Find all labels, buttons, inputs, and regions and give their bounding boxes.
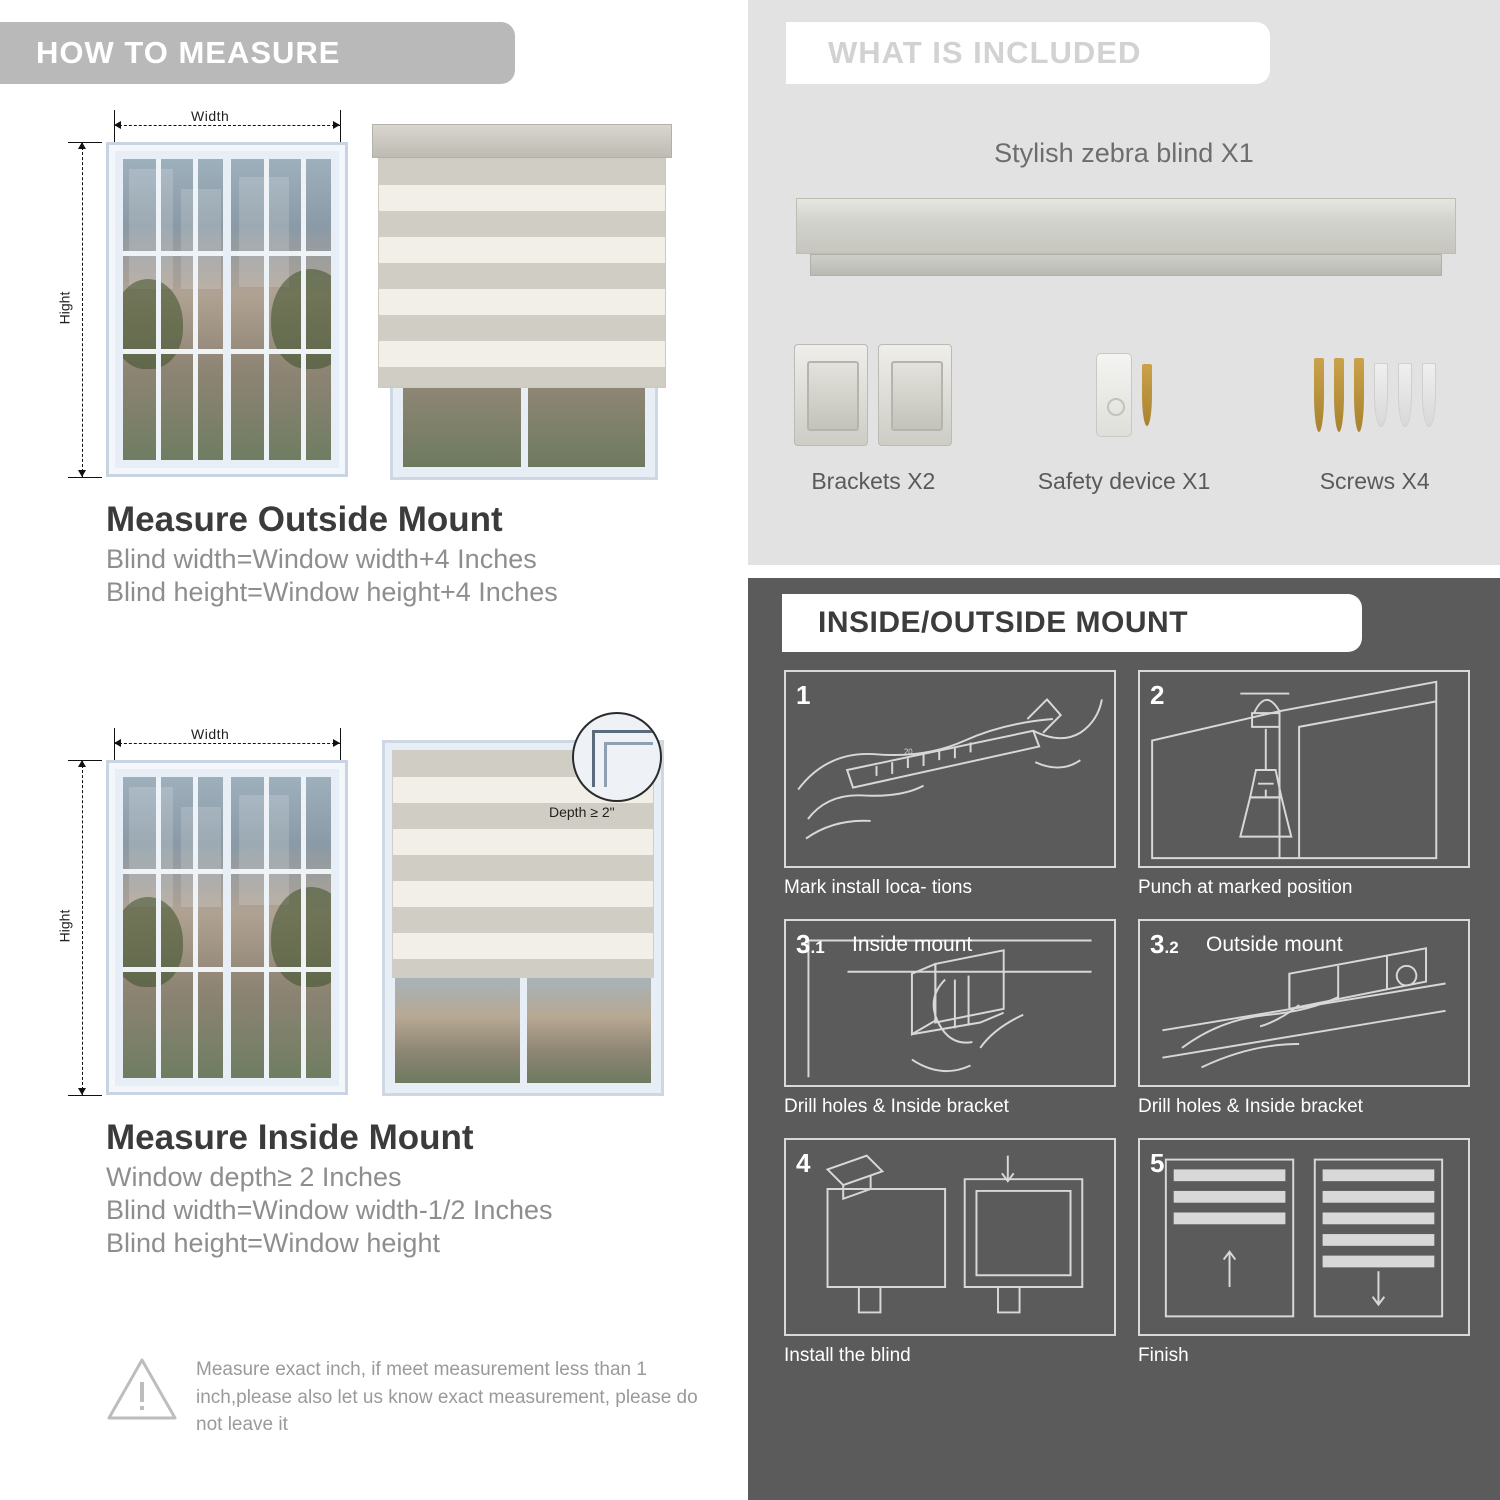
part-caption: Screws X4 — [1319, 468, 1430, 494]
step-3-1-inline-label: Inside mount — [852, 933, 973, 956]
step-3-2-caption: Drill holes & Inside bracket — [1138, 1096, 1363, 1117]
part-screws — [1249, 330, 1500, 495]
warning-text: Measure exact inch, if meet measurement less than 1 inch,please also let us know exact measurement, please do not leave it — [196, 1359, 698, 1436]
screw-piece — [1334, 358, 1344, 432]
outside-mount-title: Measure Outside Mount — [106, 500, 503, 539]
step-2-number: 2 — [1150, 680, 1165, 710]
step-4 — [784, 1138, 1116, 1367]
step-1-caption: Mark install loca- tions — [784, 877, 972, 898]
step-2-illustration — [1138, 670, 1470, 868]
outside-width-tick-right — [340, 110, 341, 142]
step-5-caption: Finish — [1138, 1345, 1189, 1366]
window-pane — [123, 777, 223, 1078]
what-is-included-title: WHAT IS INCLUDED — [828, 35, 1142, 70]
drill-punching-icon — [1140, 672, 1468, 866]
inside-mount-block — [0, 718, 742, 1261]
install-blind-icon — [786, 1140, 1114, 1334]
inside-height-tick-bottom — [68, 1095, 102, 1096]
right-column — [748, 0, 1500, 1500]
warning-triangle-icon — [106, 1356, 178, 1420]
outside-width-arrow-left-head — [114, 121, 121, 129]
safety-device-icon — [999, 330, 1250, 460]
wall-anchor-piece — [1374, 363, 1388, 427]
outside-mount-line-2: Blind height=Window height+4 Inches — [106, 577, 558, 607]
step-5-number: 5 — [1150, 1148, 1165, 1178]
inside-height-tick-top — [68, 760, 102, 761]
depth-callout-inner-edge — [604, 742, 653, 787]
step-3-1-caption: Drill holes & Inside bracket — [784, 1096, 1009, 1117]
window-pane — [123, 159, 223, 460]
outside-mount-line-1: Blind width=Window width+4 Inches — [106, 544, 537, 574]
window-panes — [123, 159, 331, 460]
outside-height-tick-top — [68, 142, 102, 143]
outside-height-arrow-top-head — [78, 142, 86, 149]
blind-window-pane — [395, 973, 520, 1083]
what-is-included-section — [748, 0, 1500, 565]
outside-mount-block — [0, 100, 742, 610]
step-4-illustration — [784, 1138, 1116, 1336]
blind-headrail-outside — [372, 124, 672, 158]
blind-illustration-outside — [372, 124, 672, 484]
depth-label: Depth ≥ 2" — [549, 804, 615, 820]
blind-fabric-outside — [378, 158, 666, 388]
part-caption: Brackets X2 — [811, 468, 936, 494]
outside-mount-diagram — [56, 100, 700, 500]
finished-blinds-icon — [1140, 1140, 1468, 1334]
inside-height-arrow — [82, 760, 84, 1095]
inside-height-arrow-bottom-head — [78, 1088, 86, 1095]
outside-width-tick-left — [114, 110, 115, 142]
inside-width-tick-left — [114, 728, 115, 760]
inside-outside-mount-header — [782, 594, 1362, 652]
installation-steps — [784, 670, 1470, 1367]
outside-height-arrow — [82, 142, 84, 477]
inside-outside-mount-section — [748, 578, 1500, 1500]
screw-piece — [1314, 358, 1324, 432]
brackets-icon — [748, 330, 999, 460]
step-4-caption: Install the blind — [784, 1345, 911, 1366]
outside-width-arrow — [114, 125, 340, 127]
part-safety-device — [999, 330, 1250, 495]
window-illustration-inside — [106, 760, 348, 1095]
outside-width-arrow-right-head — [333, 121, 340, 129]
step-3-2 — [1138, 919, 1470, 1118]
inside-width-arrow-right-head — [333, 739, 340, 747]
step-2-caption: Punch at marked position — [1138, 877, 1353, 898]
inside-mount-diagram — [56, 718, 700, 1118]
inside-mount-line-1: Window depth≥ 2 Inches — [106, 1162, 402, 1192]
hand-measuring-tape-icon — [786, 672, 1114, 866]
blind-window-pane — [527, 973, 652, 1083]
what-is-included-header — [786, 22, 1270, 84]
included-parts-row — [748, 330, 1500, 495]
bracket-piece — [878, 344, 952, 446]
window-pane — [231, 159, 331, 460]
inside-width-label: Width — [191, 726, 230, 742]
step-1-number: 1 — [796, 680, 811, 710]
inside-height-label: Hight — [56, 909, 73, 943]
step-3-2-illustration — [1138, 919, 1470, 1087]
svg-text:20: 20 — [903, 747, 913, 757]
step-3-2-inline-label: Outside mount — [1206, 933, 1343, 956]
outside-height-tick-bottom — [68, 477, 102, 478]
product-name-label: Stylish zebra blind X1 — [994, 138, 1254, 168]
zebra-blind-product-image — [796, 198, 1456, 278]
how-to-measure-title: HOW TO MEASURE — [36, 35, 341, 70]
screw-piece — [1354, 358, 1364, 432]
step-5 — [1138, 1138, 1470, 1367]
blind-window-panes — [395, 973, 651, 1083]
window-illustration-outside — [106, 142, 348, 477]
inside-mount-title: Measure Inside Mount — [106, 1118, 474, 1157]
outside-height-label: Hight — [56, 291, 73, 325]
step-2 — [1138, 670, 1470, 899]
safety-screw — [1142, 364, 1152, 426]
wall-anchor-piece — [1422, 363, 1436, 427]
measurement-warning — [106, 1356, 706, 1439]
part-caption: Safety device X1 — [1037, 468, 1211, 494]
step-3-1-number: 3.1 — [796, 929, 825, 959]
window-panes — [123, 777, 331, 1078]
inside-height-arrow-top-head — [78, 760, 86, 767]
part-brackets — [748, 330, 999, 495]
outside-width-label: Width — [191, 108, 230, 124]
headrail-bottom — [810, 254, 1442, 276]
depth-callout-circle — [572, 712, 662, 802]
blind-stripes — [379, 159, 665, 387]
wall-anchor-piece — [1398, 363, 1412, 427]
screws-icon — [1249, 330, 1500, 460]
how-to-measure-header — [0, 22, 515, 84]
inside-width-arrow — [114, 743, 340, 745]
inside-width-tick-right — [340, 728, 341, 760]
step-1-illustration — [784, 670, 1116, 868]
inside-mount-line-3: Blind height=Window height — [106, 1228, 440, 1258]
step-1 — [784, 670, 1116, 899]
step-3-1 — [784, 919, 1116, 1118]
inside-mount-line-2: Blind width=Window width-1/2 Inches — [106, 1195, 553, 1225]
headrail-top — [796, 198, 1456, 254]
step-4-number: 4 — [796, 1148, 811, 1178]
step-5-illustration — [1138, 1138, 1470, 1336]
window-pane — [231, 777, 331, 1078]
inside-width-arrow-left-head — [114, 739, 121, 747]
safety-device-piece — [1096, 353, 1132, 437]
outside-height-arrow-bottom-head — [78, 470, 86, 477]
bracket-piece — [794, 344, 868, 446]
inside-outside-mount-title: INSIDE/OUTSIDE MOUNT — [818, 606, 1189, 639]
step-3-1-illustration — [784, 919, 1116, 1087]
how-to-measure-section — [0, 0, 742, 1500]
step-3-2-number: 3.2 — [1150, 929, 1179, 959]
